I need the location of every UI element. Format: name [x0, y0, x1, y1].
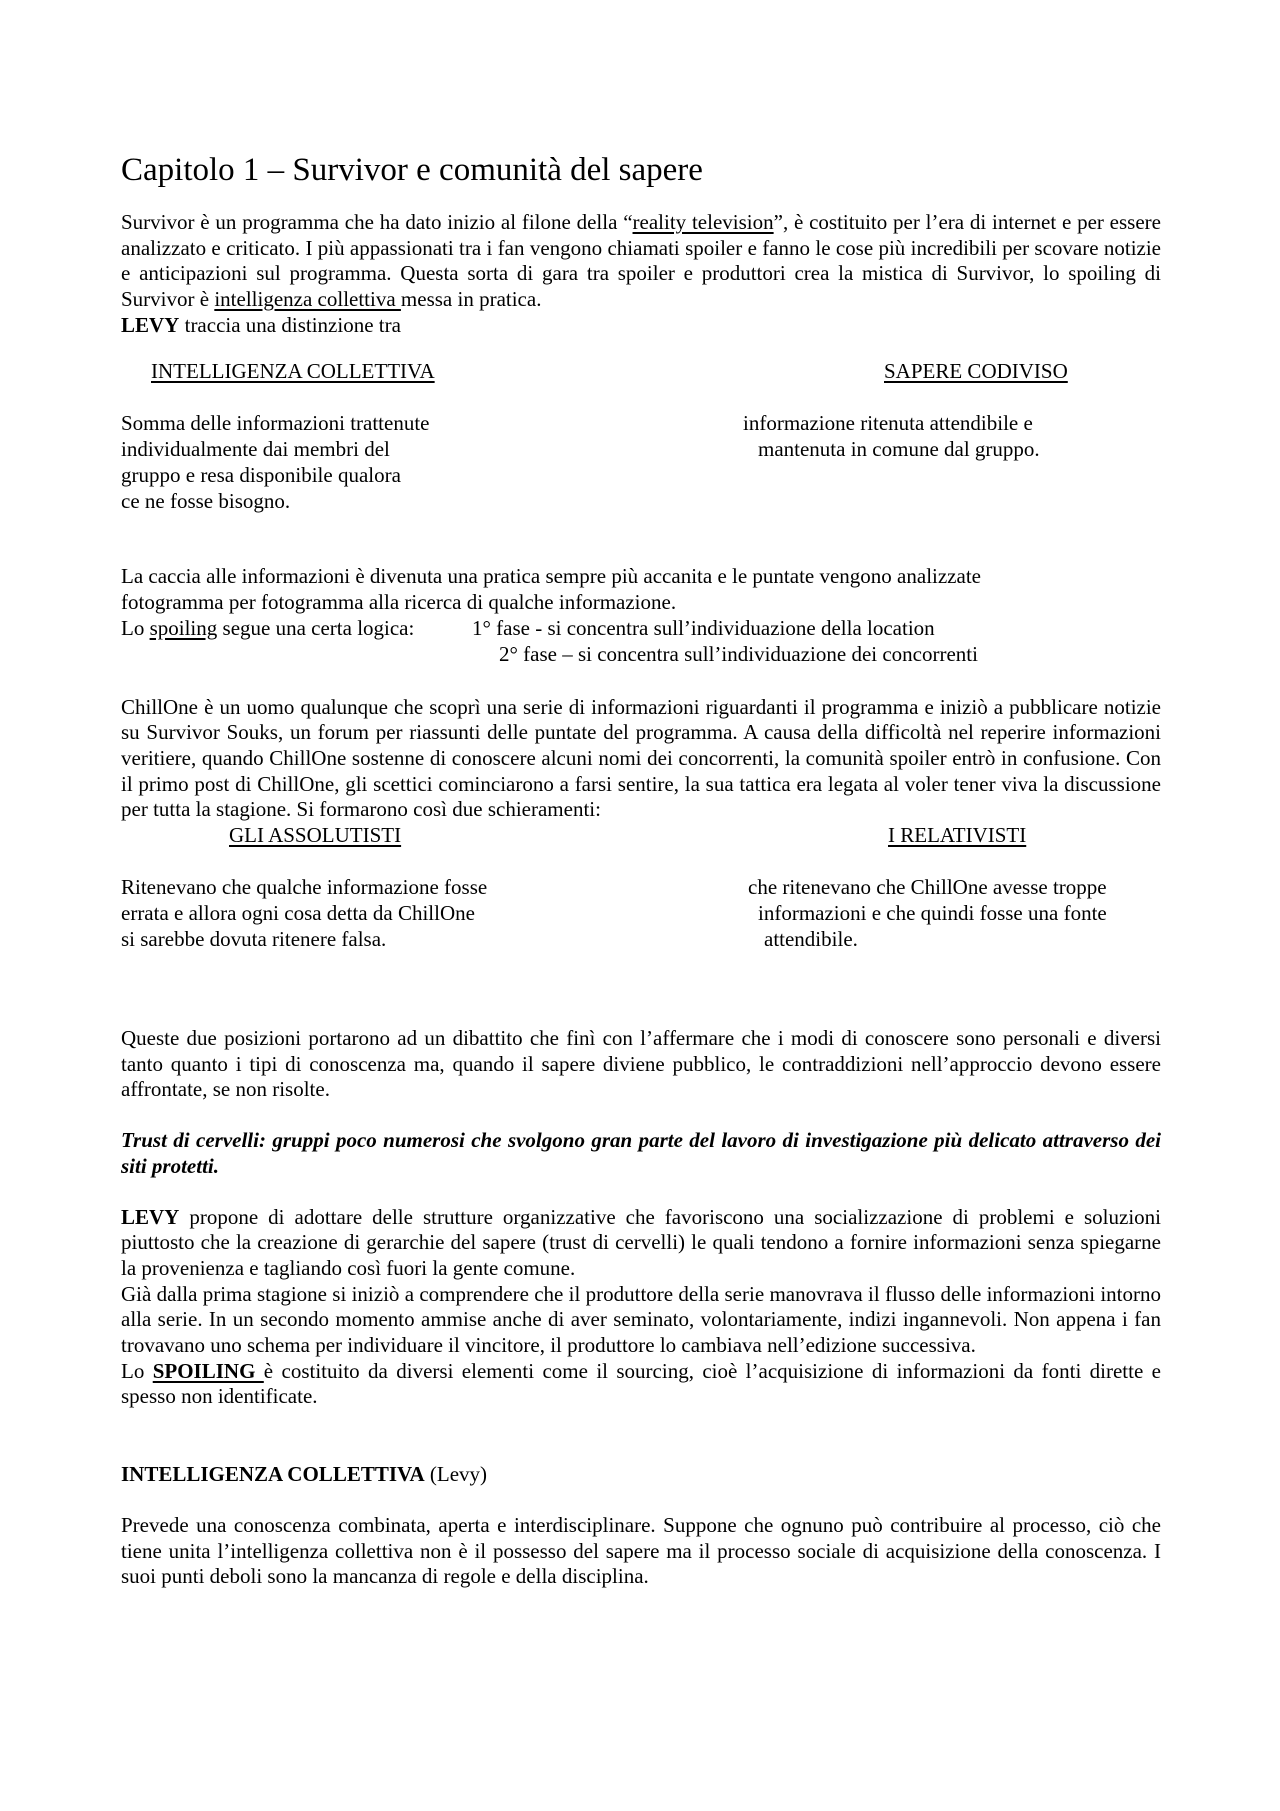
chillone-paragraph: ChillOne è un uomo qualunque che scoprì una serie di informazioni riguardanti il programma e iniziò a pubblicare notizie su Survivor Souks, un forum per riassunti delle puntate del programma. A causa della difficoltà nel reperire informazioni veritiere, quando ChillOne sostenne di conoscere alcuni nomi dei concorrenti, la comunità spoiler entrò in confusione. Con il primo post di ChillOne, gli scettici cominciarono a farsi sentire, la sua tattica era legata al voler tener viva la discussione per tutta la stagione. Si formarono così due schieramenti:: [121, 694, 1161, 822]
lo-text: Lo: [121, 615, 150, 640]
spoiling-text: è costituito da diversi elementi come il sourcing, cioè l’acquisizione di informazioni da fonti dirette e spesso non identificate.: [121, 1358, 1162, 1409]
relativisti-line: attendibile.: [764, 927, 858, 952]
caccia-block: [121, 564, 1161, 674]
chapter-title: Capitolo 1 – Survivor e comunità del sapere: [121, 152, 703, 188]
relativisti-line: che ritenevano che ChillOne avesse troppe: [748, 875, 1107, 900]
sapere-condiviso-heading: SAPERE CODIVISO: [884, 358, 1068, 383]
posizioni-paragraph: Queste due posizioni portarono ad un dibattito che finì con l’affermare che i modi di conoscere sono personali e diversi tanto quanto i tipi di conoscenza ma, quando il sapere diviene pubblico, le contraddizioni nell’approccio devono essere affrontate, se non risolte.: [121, 1026, 1161, 1102]
levy-label: LEVY: [121, 1204, 180, 1229]
camps-columns: [121, 823, 1161, 952]
ic-heading: [121, 1462, 1161, 1488]
ic-paragraph: Prevede una conoscenza combinata, aperta e interdisciplinare. Suppone che ognuno può contribuire al processo, ciò che tiene unita l’intelligenza collettiva non è il possesso del sapere ma il processo sociale di acquisizione della conoscenza. I suoi punti deboli sono la mancanza di regole e della disciplina.: [121, 1512, 1161, 1589]
trust-paragraph: Trust di cervelli: gruppi poco numerosi che svolgono gran parte del lavoro di investigazione più delicato attraverso dei siti protetti.: [121, 1128, 1161, 1178]
distinction-columns: [121, 339, 1161, 513]
logic-text: segue una certa logica:: [217, 615, 415, 640]
relativisti-line: informazioni e che quindi fosse una fonte: [758, 901, 1107, 926]
stagione-paragraph: Già dalla prima stagione si iniziò a comprendere che il produttore della serie manovrava il flusso delle informazioni intorno alla serie. In un secondo momento ammise anche di aver seminato, volontariamente, indizi ingannevoli. Non appena i fan trovavano uno schema per individuare il vincitore, il produttore lo cambiava nell’edizione successiva.: [121, 1281, 1161, 1358]
assolutisti-line: si sarebbe dovuta ritenere falsa.: [121, 927, 387, 952]
intelligenza-collettiva-link: intelligenza collettiva: [214, 287, 401, 312]
ic-definition-line: individualmente dai membri del: [121, 436, 390, 461]
spoiling-underlined: spoiling: [149, 615, 218, 640]
spoiling-logic: [121, 616, 414, 642]
sc-definition-line: informazione ritenuta attendibile e: [743, 410, 1033, 435]
assolutisti-heading: GLI ASSOLUTISTI: [229, 823, 402, 848]
levy-text: propone di adottare delle strutture organizzative che favoriscono una socializzazione di problemi e soluzioni piuttosto che la creazione di gerarchie del sapere (trust di cervelli) le quali tendono a fornire informazioni senza spiegarne la provenienza e tagliando così fuori la gente comune.: [121, 1204, 1161, 1280]
reality-television-link: reality television: [632, 210, 774, 234]
fase-2: 2° fase – si concentra sull’individuazione dei concorrenti: [499, 641, 978, 666]
spoiling-bold-underlined: SPOILING: [152, 1358, 264, 1383]
intelligenza-collettiva-heading: INTELLIGENZA COLLETTIVA: [151, 358, 435, 383]
lo-text: Lo: [121, 1358, 153, 1383]
intro-text-1: Survivor è un programma che ha dato inizio al filone della “: [121, 210, 633, 234]
caccia-line: fotogramma per fotogramma alla ricerca di qualche informazione.: [121, 589, 677, 614]
assolutisti-line: errata e allora ogni cosa detta da ChillOne: [121, 901, 475, 926]
intro-text-2: ”, è costituito per l’era di internet e per essere analizzato e criticato. I più appassionati tra i fan vengono chiamati spoiler e fanno le cose più incredibili per scovare notizie e anticipazioni sul programma. Questa sorta di gara tra spoiler e produttori crea la mistica di Survivor, lo spoiling di Survivor è: [121, 210, 1161, 312]
ic-definition-line: ce ne fosse bisogno.: [121, 488, 291, 513]
intro-text-3: messa in pratica.: [400, 287, 542, 312]
assolutisti-line: Ritenevano che qualche informazione fosse: [121, 875, 488, 900]
document-page: [121, 150, 1161, 1590]
relativisti-heading: I RELATIVISTI: [888, 823, 1027, 848]
fase-1: 1° fase - si concentra sull’individuazione della location: [472, 615, 935, 640]
levy-label: LEVY: [121, 312, 180, 337]
caccia-line: La caccia alle informazioni è divenuta una pratica sempre più accanita e le puntate vengono analizzate: [121, 563, 981, 588]
levy-paragraph: [121, 1205, 1161, 1282]
ic-definition-line: Somma delle informazioni trattenute: [121, 410, 430, 435]
sc-definition-line: mantenuta in comune dal gruppo.: [758, 436, 1040, 461]
levy-text: traccia una distinzione tra: [179, 312, 401, 337]
ic-heading-rest: (Levy): [424, 1462, 488, 1487]
ic-heading-bold: INTELLIGENZA COLLETTIVA: [121, 1462, 425, 1487]
intro-paragraph: [121, 210, 1161, 339]
spoiling-paragraph: [121, 1359, 1161, 1410]
ic-definition-line: gruppo e resa disponibile qualora: [121, 462, 401, 487]
